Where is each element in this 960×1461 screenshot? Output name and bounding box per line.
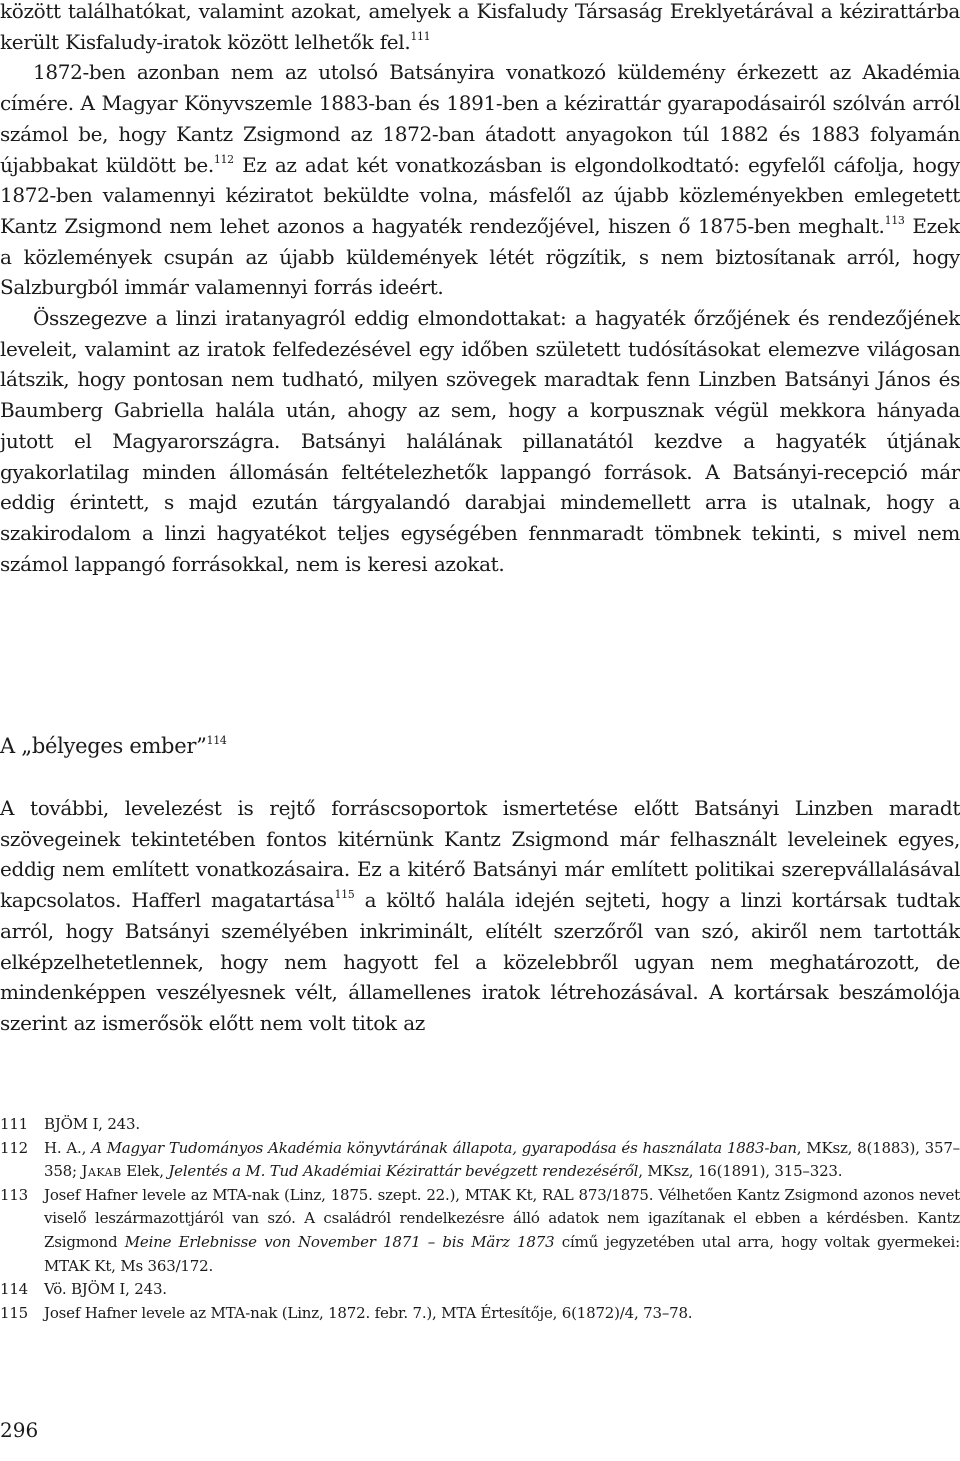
page-number: 296 bbox=[0, 1418, 39, 1442]
footnote-112 bbox=[0, 1137, 960, 1184]
body-text-block-2 bbox=[0, 793, 960, 1039]
footnote-ref-111[interactable]: 111 bbox=[410, 30, 431, 44]
footnote-number: 115 bbox=[0, 1303, 29, 1322]
footnote-ref-112[interactable]: 112 bbox=[213, 152, 234, 166]
footnote-number: 112 bbox=[0, 1138, 29, 1157]
footnote-111 bbox=[0, 1113, 960, 1137]
paragraph-continued: között találhatókat, valamint azokat, amelyek a Kisfaludy Társaság Ereklyetárával a kézirattárba került Kisfaludy-iratok között lelhetők fel.$^{111}$ bbox=[0, 0, 960, 54]
footnote-text: H. A., A Magyar Tudományos Akadémia könyvtárának állapota, gyarapodása és használata 1883-ban, MKsz, 8(1883), 357–358; Jakab Elek, Jelentés a M. Tud Akadémiai Kézirattár bevégzett rendezéséről, MKsz, 16(1891), 315–323. bbox=[44, 1138, 960, 1181]
footnote-number: 114 bbox=[0, 1280, 29, 1299]
footnote-text: Vö. BJÖM I, 243. bbox=[44, 1280, 167, 1299]
footnote-113 bbox=[0, 1184, 960, 1278]
paragraph-3: Összegezve a linzi iratanyagról eddig elmondottakat: a hagyaték őrzőjének és rendezőjének leveleit, valamint az iratok felfedezésével egy időben született tudósításokat elemezve világosan látszik, hogy pontosan nem tudható, milyen szövegek maradtak fenn Linzben Batsányi János és Baumberg Gabriella halála után, ahogy az sem, hogy a korpusznak végül mekkora hányada jutott el Magyarországra. Batsányi halálának pillanatától kezdve a hagyaték útjának gyakorlatilag minden állomásán feltételezhetők lappangó források. A Batsányi-recepció már eddig érintett, s majd ezután tárgyalandó darabjai mindemellett arra is utalnak, hogy a szakirodalom a linzi hagyatékot teljes egységében fennmaradt tömbnek tekinti, s mivel nem számol lappangó forrásokkal, nem is keresi azokat. bbox=[0, 306, 960, 576]
footnote-115 bbox=[0, 1302, 960, 1326]
paragraph-2: 1872-ben azonban nem az utolsó Batsányira vonatkozó küldemény érkezett az Akadémia címére. A Magyar Könyvszemle 1883-ban és 1891-ben a kézirattár gyarapodásairól szólván arról számol be, hogy Kantz Zsigmond az 1872-ban átadott anyagokon túl 1882 és 1883 folyamán újabbakat küldött be.$^{112}$ Ez az adat két vonatkozásban is elgondolkodtató: egyfelől cáfolja, hogy 1872-ben valamennyi kéziratot beküldte volna, másfelől az újabb közleményekben emlegetett Kantz Zsigmond nem lehet azonos a hagyaték rendezőjével, hiszen ő 1875-ben meghalt.$^{113}$ Ezek a közlemények csupán az újabb küldemények létét rögzítik, s nem biztosítanak arról, hogy Salzburgból immár valamennyi forrás ideért. bbox=[0, 60, 960, 300]
footnote-ref-114[interactable]: 114 bbox=[206, 734, 227, 747]
section-paragraph-1: A további, levelezést is rejtő forráscsoportok ismertetése előtt Batsányi Linzben maradt szövegeinek tekintetében fontos kitérnünk Kantz Zsigmond már felhasznált leveleinek egyes, eddig nem említett vonatkozásaira. Ez a kitérő Batsányi már említett politikai szerepvállalásával kapcsolatos. Hafferl magatartása$^{115}$ a költő halála idején sejteti, hogy a linzi kortársak tudtak arról, hogy Batsányi személyében inkriminált, elítélt szerzőről van szó, akiről nem tartották elképzelhetetlennek, hogy nem hagyott fel a közelebbről ugyan nem meghatározott, de mindenképpen veszélyesnek vélt, államellenes iratok létrehozásával. A kortársak beszámolója szerint az ismerősök előtt nem volt titok az bbox=[0, 796, 960, 1035]
footnote-number: 113 bbox=[0, 1185, 29, 1204]
footnote-text: Josef Hafner levele az MTA-nak (Linz, 1875. szept. 22.), MTAK Kt, RAL 873/1875. Vélhetően Kantz Zsigmond azonos nevet viselő leszármazottjáról van szó. A családról rendelkezésre álló adatok nem igazítanak el ebben a kérdésben. Kantz Zsigmond Meine Erlebnisse von November 1871 – bis März 1873 című jegyzetében utal arra, hogy voltak gyermekei: MTAK Kt, Ms 363/172. bbox=[44, 1185, 960, 1275]
footnotes bbox=[0, 1113, 960, 1325]
section-heading: A „bélyeges ember”$^{114}$ bbox=[0, 734, 227, 758]
footnote-text: Josef Hafner levele az MTA-nak (Linz, 1872. febr. 7.), MTA Értesítője, 6(1872)/4, 73–78. bbox=[44, 1303, 693, 1322]
footnote-text: BJÖM I, 243. bbox=[44, 1115, 140, 1133]
footnote-114 bbox=[0, 1278, 960, 1302]
body-text-block-1 bbox=[0, 0, 960, 579]
footnote-ref-115[interactable]: 115 bbox=[334, 888, 355, 902]
footnote-number: 111 bbox=[0, 1115, 29, 1133]
footnote-ref-113[interactable]: 113 bbox=[884, 214, 905, 228]
